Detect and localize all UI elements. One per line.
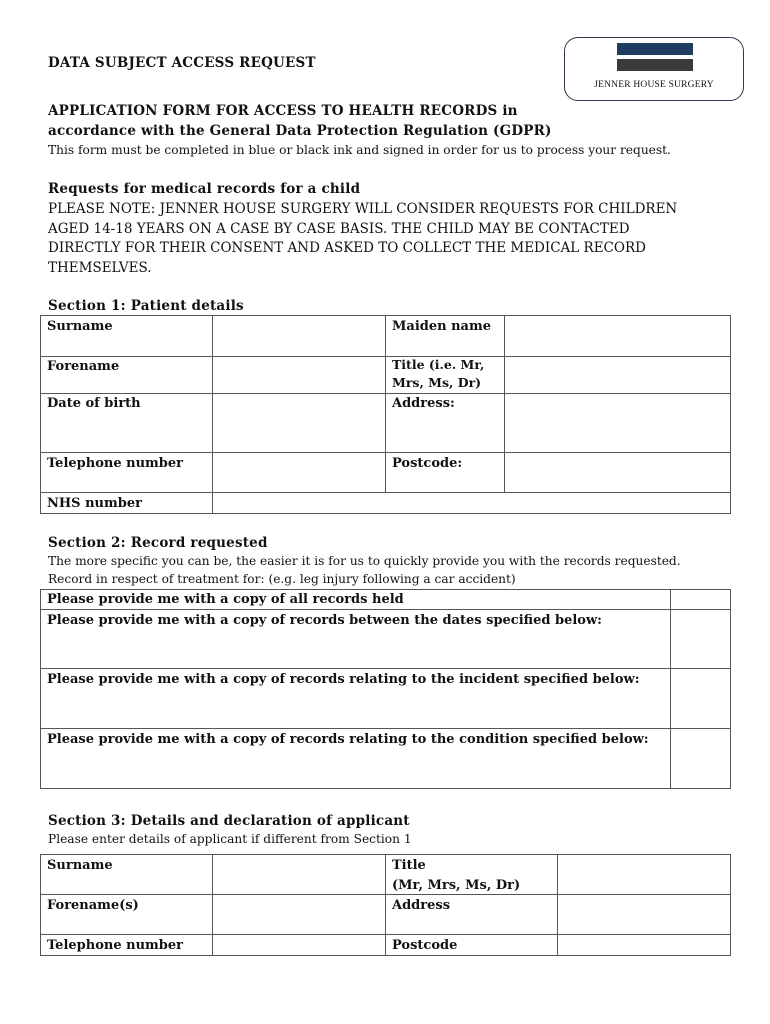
nhs-label: NHS number — [47, 496, 142, 511]
section3-heading: Section 3: Details and declaration of applicant — [48, 813, 410, 829]
maiden-input-cell[interactable] — [504, 315, 731, 357]
child-heading: Requests for medical records for a child — [48, 181, 361, 197]
child-notice-line: PLEASE NOTE: JENNER HOUSE SURGERY WILL CONSIDER REQUESTS FOR CHILDREN — [48, 201, 678, 217]
child-notice-line: DIRECTLY FOR THEIR CONSENT AND ASKED TO COLLECT THE MEDICAL RECORD — [48, 240, 646, 256]
section3-note: Please enter details of applicant if different from Section 1 — [48, 832, 412, 846]
app-forenames-input-cell[interactable] — [212, 894, 386, 935]
option-between-dates: Please provide me with a copy of records between the dates specified below: — [47, 613, 602, 628]
section1-heading: Section 1: Patient details — [48, 298, 244, 314]
option-checkbox[interactable] — [670, 589, 731, 610]
address-label: Address: — [392, 396, 455, 411]
title-label-line: Mrs, Ms, Dr) — [392, 375, 482, 390]
form-title: APPLICATION FORM FOR ACCESS TO HEALTH RECORDS in — [48, 103, 518, 119]
child-notice-line: AGED 14-18 YEARS ON A CASE BY CASE BASIS. THE CHILD MAY BE CONTACTED — [48, 220, 630, 237]
address-input-cell[interactable] — [504, 393, 731, 453]
logo-bar-dark — [617, 59, 693, 71]
section2-heading: Section 2: Record requested — [48, 535, 268, 551]
option-incident: Please provide me with a copy of records relating to the incident specified below: — [47, 672, 640, 687]
app-telephone-input-cell[interactable] — [212, 934, 386, 956]
nhs-input-cell[interactable] — [212, 492, 731, 514]
app-title-input-cell[interactable] — [557, 854, 731, 895]
app-surname-input-cell[interactable] — [212, 854, 386, 895]
app-address-label: Address — [392, 898, 451, 913]
telephone-input-cell[interactable] — [212, 452, 386, 493]
app-title-label-line: Title — [392, 858, 426, 873]
section2-treatment-note: Record in respect of treatment for: (e.g. leg injury following a car accident) — [48, 572, 516, 586]
title-label-line: Title (i.e. Mr, — [392, 357, 485, 372]
surgery-logo — [564, 37, 744, 101]
option-condition: Please provide me with a copy of records relating to the condition specified below: — [47, 732, 649, 747]
section2-note: The more specific you can be, the easier it is for us to quickly provide you with the records requested. — [48, 554, 681, 568]
title-label — [392, 356, 484, 392]
app-postcode-input-cell[interactable] — [557, 934, 731, 956]
option-checkbox[interactable] — [670, 728, 731, 789]
ink-note: This form must be completed in blue or black ink and signed in order for us to process your request. — [48, 143, 671, 157]
dob-input-cell[interactable] — [212, 393, 386, 453]
app-title-label — [392, 856, 520, 896]
child-notice-line: THEMSELVES. — [48, 259, 152, 276]
logo-bar-blue — [617, 43, 693, 55]
dob-label: Date of birth — [47, 396, 141, 411]
forename-input-cell[interactable] — [212, 356, 386, 394]
form-subtitle: accordance with the General Data Protection Regulation (GDPR) — [48, 123, 552, 139]
app-title-label-line: (Mr, Mrs, Ms, Dr) — [392, 878, 521, 893]
postcode-label: Postcode: — [392, 456, 463, 471]
app-surname-label: Surname — [47, 858, 113, 873]
app-forenames-label: Forename(s) — [47, 898, 139, 913]
app-telephone-label: Telephone number — [47, 938, 183, 953]
option-checkbox[interactable] — [670, 668, 731, 729]
option-checkbox[interactable] — [670, 609, 731, 669]
postcode-input-cell[interactable] — [504, 452, 731, 493]
forename-label: Forename — [47, 359, 120, 374]
app-postcode-label: Postcode — [392, 938, 458, 953]
document-title: DATA SUBJECT ACCESS REQUEST — [48, 55, 316, 71]
surname-input-cell[interactable] — [212, 315, 386, 357]
child-notice — [48, 200, 677, 278]
title-input-cell[interactable] — [504, 356, 731, 394]
logo-text: JENNER HOUSE SURGERY — [594, 80, 714, 90]
maiden-name-label: Maiden name — [392, 319, 491, 334]
surname-label: Surname — [47, 319, 113, 334]
option-all-records: Please provide me with a copy of all records held — [47, 592, 404, 607]
telephone-label: Telephone number — [47, 456, 183, 471]
app-address-input-cell[interactable] — [557, 894, 731, 935]
